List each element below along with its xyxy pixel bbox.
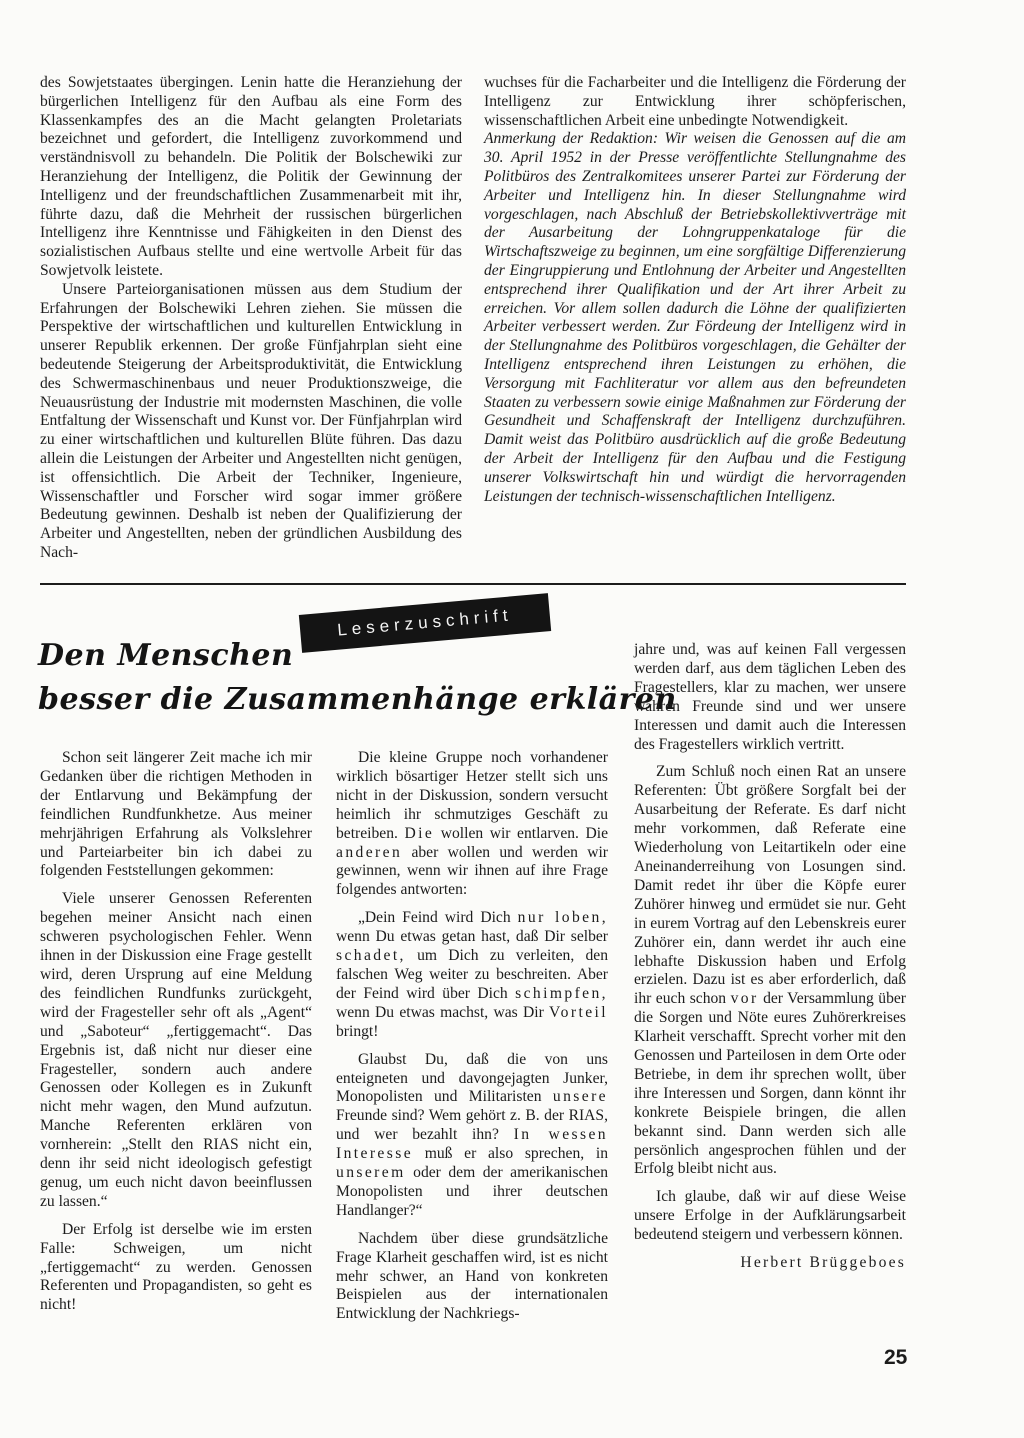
section-divider (40, 583, 906, 585)
spaced-emphasis: Vorteil (549, 1003, 608, 1021)
text-run: wenn Du etwas machst, was Dir (336, 1003, 544, 1021)
text-run: wollen wir entlarven. Die (440, 824, 608, 842)
article-continuation-right-column (484, 74, 906, 506)
headline-line-1: Den Menschen (38, 638, 294, 673)
letter-column-1 (40, 749, 312, 1315)
spaced-emphasis: unserem (336, 1164, 406, 1182)
spaced-emphasis: vor (730, 990, 759, 1008)
letter-column-2 (336, 749, 608, 1324)
text-run: oder dem der amerikanischen Monopolisten und ihrer deutschen Handlanger?“ (336, 1164, 608, 1219)
text-run: „Dein Feind wird Dich (358, 909, 511, 927)
text-run: um Dich zu verleiten, den falschen Weg weiter zu beschreiten. Aber der Feind wird über Dich (336, 947, 608, 1002)
paragraph: jahre und, was auf keinen Fall vergessen werden darf, aus dem täglichen Leben des Fragestellers, klar zu machen, wer unsere wahren Freunde sind und wer unsere Interessen und damit auch die Interessen des Fragestellers wirklich vertritt. (634, 641, 906, 753)
paragraph (336, 1051, 608, 1221)
spaced-emphasis: anderen (336, 843, 403, 861)
paragraph (336, 909, 608, 1041)
text-run: Die kleine Gruppe noch vorhandener wirklich bösartiger Hetzer stellt sich uns nicht in der Diskussion, sondern versucht heimlich ihr schmutziges Geschäft zu betreiben. (336, 749, 608, 842)
text-run: muß er also sprechen, in (424, 1145, 608, 1163)
text-run: der Versammlung über die Sorgen und Nöte eures Zuhörerkreises Klarheit verschafft. Sprecht vorher mit den Genossen und Parteilosen in dem Orte oder Betriebe, in dem ihr sprechen wollt, über ihre Interessen und Sorgen, dann könnt ihr konkrete Beispiele bringen, die allen bekannt sind. Dann werden sich alle persönlich angesprochen fühlen und der Erfolg bleibt nicht aus. (634, 990, 906, 1178)
spaced-emphasis: schimpfen, (515, 984, 608, 1002)
spaced-emphasis: In wessen Interesse (336, 1126, 608, 1163)
paragraph: Der Erfolg ist derselbe wie im ersten Falle: Schweigen, um nicht „fertiggemacht“ zu werden. Genossen Referenten und Propagandisten, so geht es nicht! (40, 1220, 312, 1314)
author-signature: Herbert Brüggeboes (740, 1254, 906, 1272)
text-run: bringt! (336, 1022, 379, 1040)
article-continuation-left-column (40, 74, 462, 563)
paragraph (634, 763, 906, 1179)
spaced-emphasis: nur loben, (517, 909, 609, 927)
page-number: 25 (884, 1346, 908, 1369)
text-run: aber wollen und werden wir gewinnen, wenn wir ihnen auf ihre Frage folgendes antworten: (336, 843, 609, 899)
section-banner: Leserzuschrift (299, 593, 551, 653)
paragraph: Nachdem über diese grundsätzliche Frage Klarheit geschaffen wird, ist es nicht mehr schwer, an Hand von konkreten Beispielen aus der internationalen Entwicklung der Nachkriegs- (336, 1229, 608, 1323)
text-run: Glaubst Du, daß die von uns enteigneten und davongejagten Junker, Monopolisten und Militaristen (336, 1050, 608, 1106)
letter-column-3 (634, 641, 906, 1273)
paragraph (336, 749, 608, 900)
spaced-emphasis: schadet, (336, 947, 406, 965)
paragraph: Viele unserer Genossen Referenten begehen meiner Ansicht nach einen schweren psychologischen Fehler. Wenn ihnen in der Diskussion eine Frage gestellt wird, deren Ursprung auf eine Meldung des feindlichen Rundfunks zurückgeht, wird der Fragesteller sehr oft als „Agent“ und „Saboteur“ „fertiggemacht“. Das Ergebnis ist, daß nicht nur dieser eine Fragesteller, sondern auch andere Genossen oder Kollegen es in Zukunft nicht mehr wagen, den Mund aufzutun. Manche Referenten erklären von vornherein: „Stellt den RIAS nicht ein, denn ihr seid nicht ideologisch gefestigt genug, um euch nicht davon beeinflussen zu lassen.“ (40, 890, 312, 1210)
editorial-note: Anmerkung der Redaktion: Wir weisen die Genossen auf die am 30. April 1952 in der Presse veröffentlichte Stellungnahme des Politbüros des Zentralkomitees unserer Partei zur Förderung der Arbeiter und Intelligenz hin. In dieser Stellungnahme wird vorgeschlagen, nach Abschluß der Betriebskollektivverträge mit der Ausarbeitung der Lohngruppenkataloge für die Wirtschaftszweige zu beginnen, um eine sorgfältige Differenzierung der Eingruppierung und Entlohnung der Arbeiter und Angestellten entsprechend ihrer Qualifikation und der Art ihrer Arbeit zu erreichen. Vor allem sollen dadurch die Löhne der qualifizierten Arbeiter verbessert werden. Zur Fördeung der Intelligenz wird in der Stellungnahme des Politbüros vorgeschlagen, die Gehälter der Intelligenz entsprechend ihren Leistungen zu erhöhen, die Versorgung mit Fachliteratur vor allem aus den befreundeten Staaten zu verbessern sowie einige Maßnahmen zur Förderung der Gesundheit und Schaffenskraft der Intelligenz durchzuführen. Damit weist das Politbüro ausdrücklich auf die große Bedeutung der Arbeit der Intelligenz für den Aufbau und die Festigung unserer Volkswirtschaft hin und würdigt die hervorragenden Leistungen der technisch-wissenschaftlichen Intelligenz. (484, 130, 906, 505)
headline-line-2: besser die Zusammenhänge erklären (38, 682, 677, 717)
spaced-emphasis: Die (404, 824, 435, 842)
paragraph: des Sowjetstaates übergingen. Lenin hatte die Heranziehung der bürgerlichen Intelligenz für den Aufbau als eine Form des Klassenkampfes des an die Macht gelangten Proletariats bezeichnet und gefordert, die Intelligenz zuvorkommend und verständnisvoll zu behandeln. Die Politik der Bolschewiki zur Heranziehung der Intelligenz, die Politik der Gewinnung der Intelligenz und der freundschaftlichen Zusammenarbeit mit ihr, führte dazu, daß die Mehrheit der russischen bürgerlichen Intelligenz ihre Kenntnisse und Fähigkeiten in den Dienst des sozialistischen Aufbaus stellte und eine wertvolle Arbeit für das Sowjetvolk leistete. (40, 74, 462, 279)
paragraph: Unsere Parteiorganisationen müssen aus dem Studium der Erfahrungen der Bolschewiki Lehren ziehen. Sie müssen die Perspektive der wirtschaftlichen und kulturellen Entwicklung in unserer Republik erkennen. Der große Fünfjahrplan sieht eine bedeutende Steigerung der Arbeitsproduktivität, die Entwicklung des Schwermaschinenbaus und neuer Produktionszweige, die Neuausrüstung der Industrie mit modernsten Maschinen, die volle Entfaltung der Wissenschaft und Kunst vor. Der Fünfjahrplan wird zu einer wirtschaftlichen und kulturellen Blüte führen. Das dazu allein die Leistungen der Arbeiter und Angestellten nicht genügen, ist offensichtlich. Die Arbeit der Techniker, Ingenieure, Wissenschaftler und Forscher wird sogar immer größere Bedeutung gewinnen. Deshalb ist neben der Qualifizierung der Arbeiter und Angestellten, neben der gründlichen Ausbildung des Nach- (40, 280, 462, 561)
text-run: Zum Schluß noch einen Rat an unsere Referenten: Übt größere Sorgfalt bei der Ausarbeitung der Referate. Es darf nicht mehr vorkommen, daß Referate eine Wiederholung von Leitartikeln oder eine Aneinanderreihung von Losungen sind. Damit redet ihr über die Köpfe eurer Zuhörer hinweg und ermüdet sie nur. Geht in eurem Vortrag auf den Lebenskreis eurer Zuhörer ein, dann werdet ihr auch eine lebhafte Diskussion haben und Erfolg erzielen. Dazu ist es aber erforderlich, daß ihr euch schon (634, 763, 906, 1008)
paragraph: wuchses für die Facharbeiter und die Intelligenz die Förderung der Intelligenz zur Entwicklung ihrer schöpferischen, wissenschaftlichen Arbeit eine unbedingte Notwendigkeit. (484, 74, 906, 129)
text-run: wenn Du etwas getan hast, daß Dir selber (336, 928, 608, 946)
paragraph: Schon seit längerer Zeit mache ich mir Gedanken über die richtigen Methoden in der Entlarvung und Bekämpfung der feindlichen Rundfunkhetze. Aus meiner mehrjährigen Erfahrung als Volkslehrer und Parteiarbeiter bin ich dabei zu folgenden Feststellungen gekommen: (40, 749, 312, 880)
spaced-emphasis: unsere (552, 1088, 608, 1106)
paragraph: Ich glaube, daß wir auf diese Weise unsere Erfolge in der Aufklärungsarbeit bedeutend steigern und verbessern können. (634, 1188, 906, 1244)
text-run: Freunde sind? Wem gehört z. B. der RIAS, und wer bezahlt ihn? (336, 1107, 608, 1144)
